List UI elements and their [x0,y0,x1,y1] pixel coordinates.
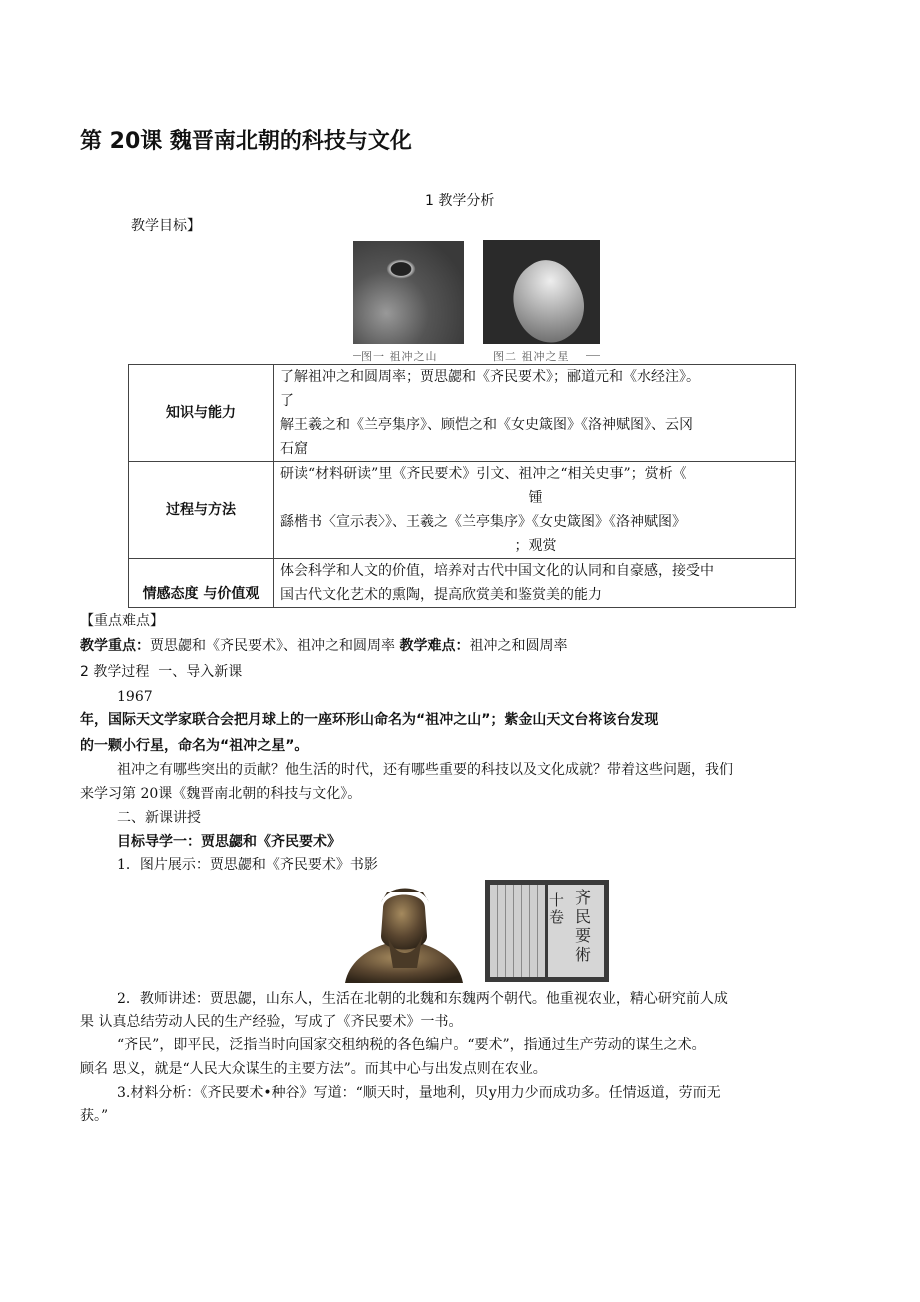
key-points-heading: 【重点难点】 [80,613,164,629]
goal1-heading: 目标导学一：贾思勰和《齐民要术》 [117,834,341,850]
teaching-goals-table [128,364,796,608]
goal-content-attitude: 体会科学和人文的价值，培养对古代中国文化的认同和自豪感，接受中 国古代文化艺术的熏陶，提高欣赏美和鉴赏美的能力 [274,559,796,608]
goal-header-attitude: 情感态度 与价值观 [129,559,274,608]
goal-header-knowledge: 知识与能力 [129,365,274,462]
question-line-2: 来学习第 20课《魏晋南北朝的科技与文化》。 [80,786,362,802]
table-row [129,365,796,462]
book-label-volumes: 十卷 [549,891,565,926]
question-line-1: 祖冲之有哪些突出的贡献？他生活的时代，还有哪些重要的科技以及文化成就？带着这些问题，我们 [117,762,733,778]
table-row [129,559,796,608]
page-title: 第 20课 魏晋南北朝的科技与文化 [80,129,412,154]
goal-content-knowledge: 了解祖冲之和圆周率；贾思勰和《齐民要术》；郦道元和《水经注》。 了 解王羲之和《兰亭集序》、顾恺之和《女史箴图》《洛神赋图》、云冈 石窟 [274,365,796,462]
intro-line-1: 年，国际天文学家联合会把月球上的一座环形山命名为“祖冲之山”；紫金山天文台将该台发现 [80,712,659,728]
figure-caption-1: 图一 祖冲之山 [361,350,438,363]
zuchongzhi-asteroid-photo [483,240,600,344]
goal-header-process: 过程与方法 [129,462,274,559]
zuchongzhi-crater-photo [353,241,464,344]
figure-caption-2: 图二 祖冲之星 [493,350,570,363]
section-heading-analysis: 1 教学分析 [425,193,495,209]
table-row [129,462,796,559]
intro-line-2: 的一颗小行星，命名为“祖冲之星”。 [80,738,309,754]
goal-content-process: 研读“材料研读”里《齐民要术》引文、祖冲之“相关史事”；赏析《 锺 繇楷书〈宣示表〉》、王羲之《兰亭集序》《女史箴图》《洛神赋图》 ；观赏 [274,462,796,559]
key-points-line: 教学重点：贾思勰和《齐民要术》、祖冲之和圆周率 教学难点：祖冲之和圆周率 [80,638,568,654]
objectives-label: 教学目标】 [131,218,201,234]
qimin-yaoshu-book-photo [485,880,609,982]
new-lesson-heading: 二、新课讲授 [117,810,201,826]
item-2-line-1: 2．教师讲述：贾思勰，山东人，生活在北朝的北魏和东魏两个朝代。他重视农业，精心研究前人成 [117,991,728,1007]
item-3-line-2: 获。” [80,1108,109,1124]
item-3-line-1: 3.材料分析：《齐民要术•种谷》写道：“顺天时，量地利，贝y用力少而成功多。任情返道，劳而无 [117,1085,721,1101]
item-2-line-2: 果 认真总结劳动人民的生产经验，写成了《齐民要术》一书。 [80,1014,463,1030]
item-1: 1．图片展示：贾思勰和《齐民要术》书影 [117,857,378,873]
process-heading: 2 教学过程 一、导入新课 [80,664,243,680]
year-text: 1967 [117,689,153,705]
qimin-line-2: 顾名 思义，就是“人民大众谋生的主要方法”。而其中心与出发点则在农业。 [80,1061,547,1077]
book-label-title: 齐民要術 [575,888,592,964]
qimin-line-1: “齐民”，即平民，泛指当时向国家交租纳税的各色编户。“要术”，指通过生产劳动的谋生之术。 [117,1037,706,1053]
jia-sixie-bust-photo [343,880,465,983]
